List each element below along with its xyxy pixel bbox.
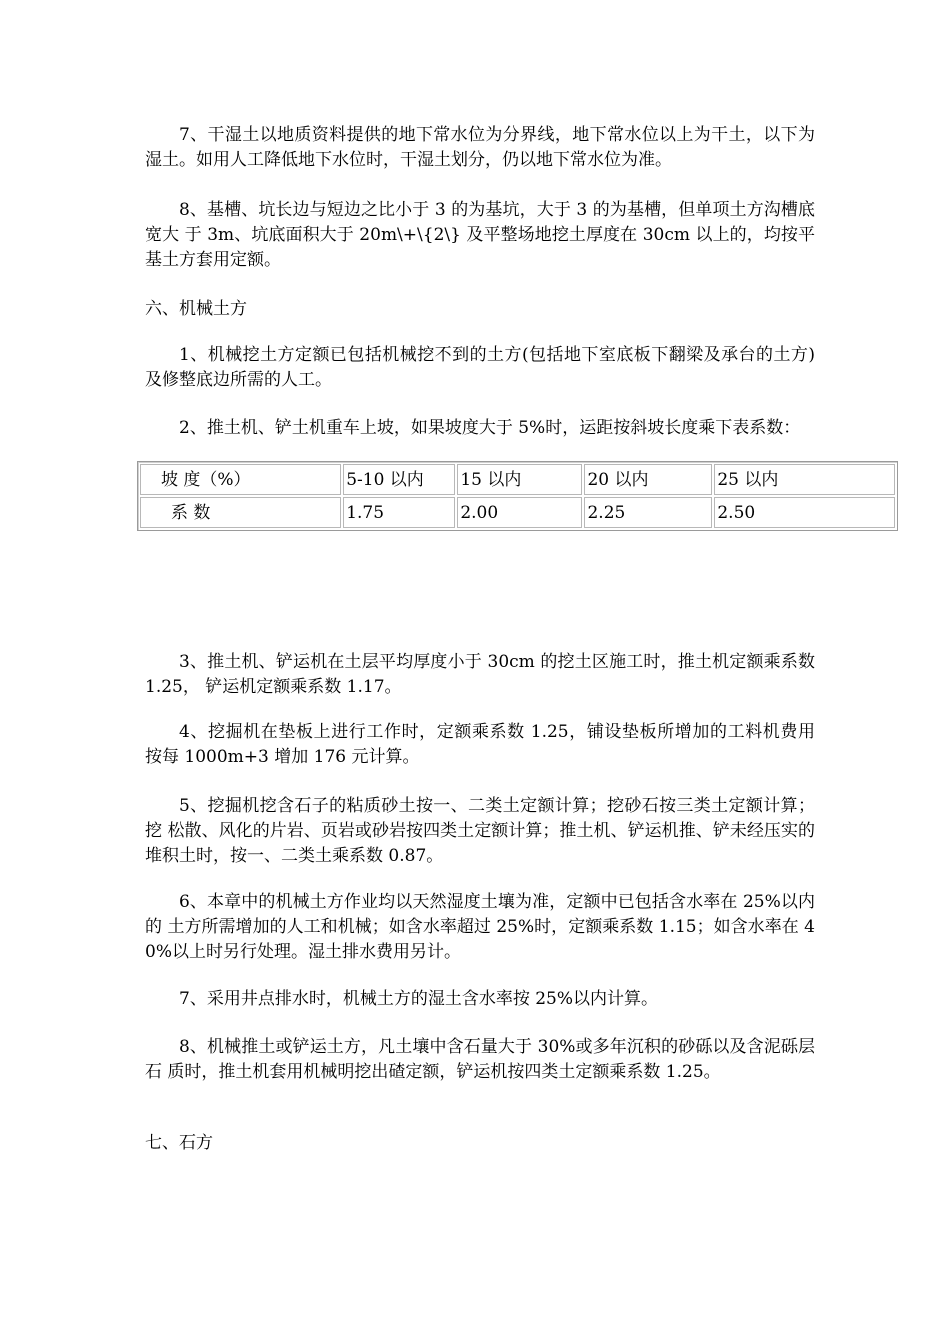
paragraph-6-moisture-content: 6、本章中的机械土方作业均以天然湿度土壤为准，定额中已包括含水率在 25%以内的 土方所需增加的人工和机械；如含水率超过 25%时，定额乘系数 1.15；如含水率在 40%以上时另行处理。湿土排水费用另计。 xyxy=(145,892,815,962)
table-cell: 2.00 xyxy=(457,497,582,528)
section-6-heading: 六、机械土方 xyxy=(145,299,247,319)
paragraph-3-bulldozer-thin-layer: 3、推土机、铲运机在土层平均厚度小于 30cm 的挖土区施工时，推土机定额乘系数 1.25， 铲运机定额乘系数 1.17。 xyxy=(145,652,815,697)
table-cell: 系 数 xyxy=(140,497,341,528)
slope-coefficient-table xyxy=(137,461,898,531)
table-row xyxy=(140,497,895,528)
paragraph-2-slope-coefficient: 2、推土机、铲土机重车上坡，如果坡度大于 5%时，运距按斜坡长度乘下表系数： xyxy=(179,418,801,438)
paragraph-8-rocky-soil: 8、机械推土或铲运土方，凡土壤中含石量大于 30%或多年沉积的砂砾以及含泥砾层石 质时，推土机套用机械明挖出碴定额，铲运机按四类土定额乘系数 1.25。 xyxy=(145,1037,815,1082)
table-cell: 2.50 xyxy=(714,497,895,528)
table-cell: 2.25 xyxy=(584,497,712,528)
paragraph-4-excavator-on-pads: 4、挖掘机在垫板上进行工作时，定额乘系数 1.25，铺设垫板所增加的工料机费用 按每 1000m+3 增加 176 元计算。 xyxy=(145,722,815,767)
table-row xyxy=(140,464,895,495)
paragraph-7-well-point-drainage: 7、采用井点排水时，机械土方的湿土含水率按 25%以内计算。 xyxy=(179,989,659,1009)
paragraph-8-trench-pit: 8、基槽、坑长边与短边之比小于 3 的为基坑，大于 3 的为基槽，但单项土方沟槽底宽大 于 3m、坑底面积大于 20m\+\{2\} 及平整场地挖土厚度在 30cm 以上的，均按平基土方套用定额。 xyxy=(145,200,815,270)
table-cell: 坡 度（%） xyxy=(140,464,341,495)
table-cell: 15 以内 xyxy=(457,464,582,495)
table-cell: 20 以内 xyxy=(584,464,712,495)
table-cell: 1.75 xyxy=(343,497,455,528)
table-cell: 5-10 以内 xyxy=(343,464,455,495)
paragraph-5-gravel-soil: 5、挖掘机挖含石子的粘质砂土按一、二类土定额计算；挖砂石按三类土定额计算；挖 松散、风化的片岩、页岩或砂岩按四类土定额计算；推土机、铲运机推、铲未经压实的堆积土时，按一、二类土乘系数 0.87。 xyxy=(145,796,815,866)
paragraph-7-dry-wet-soil: 7、干湿土以地质资料提供的地下常水位为分界线，地下常水位以上为干土，以下为湿土。如用人工降低地下水位时，干湿土划分，仍以地下常水位为准。 xyxy=(145,125,815,170)
table-cell: 25 以内 xyxy=(714,464,895,495)
paragraph-1-machine-excavation: 1、机械挖土方定额已包括机械挖不到的土方(包括地下室底板下翻梁及承台的土方) 及修整底边所需的人工。 xyxy=(145,345,815,390)
section-7-heading: 七、石方 xyxy=(145,1133,213,1153)
